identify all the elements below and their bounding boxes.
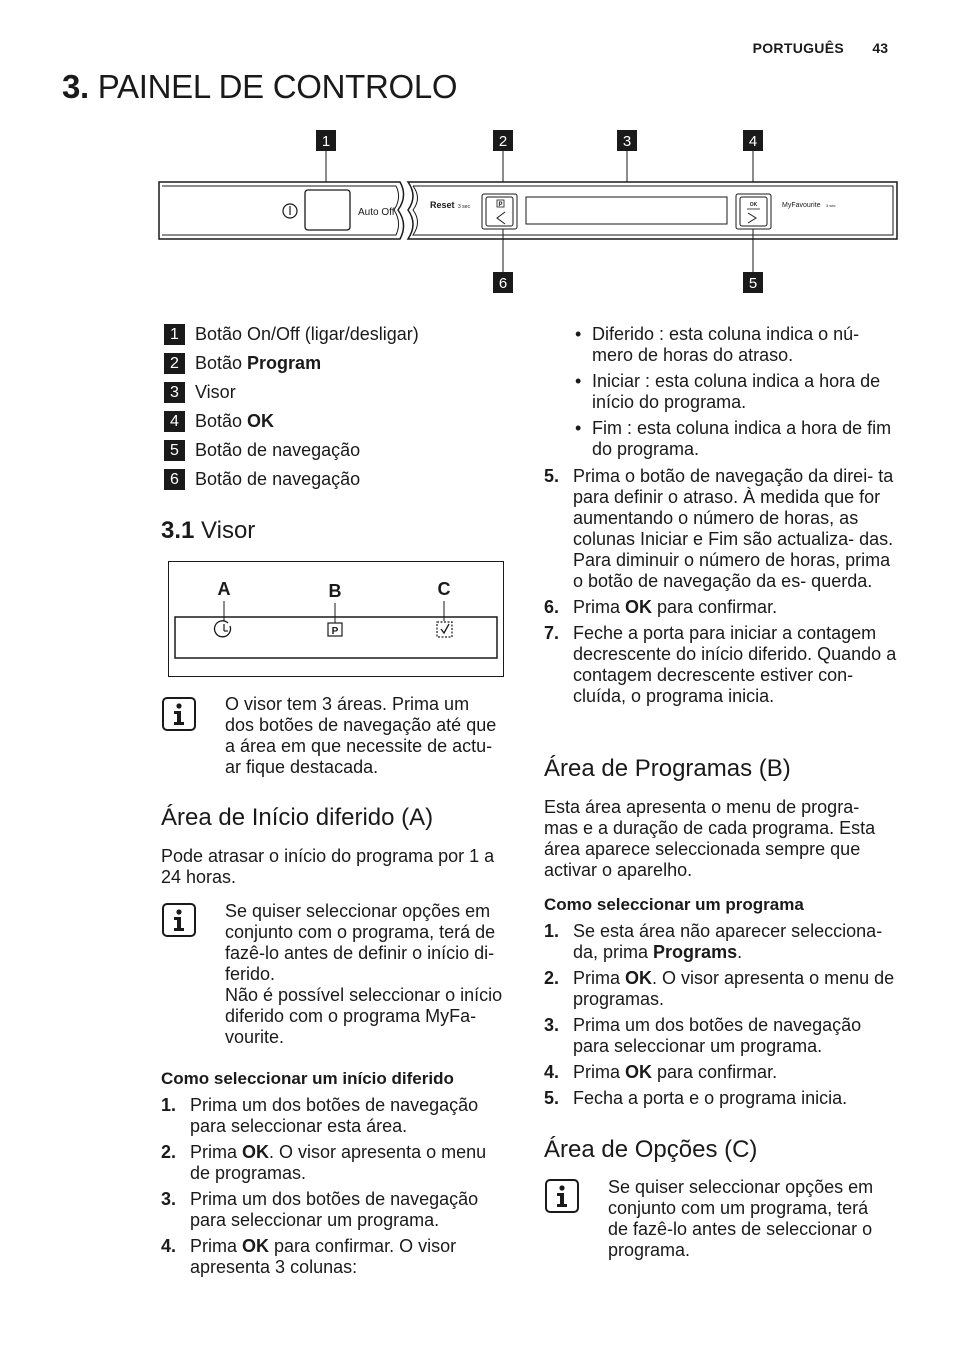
info-line: O visor tem 3 áreas. Prima um: [225, 694, 470, 714]
legend-item-3: [164, 380, 236, 404]
control-panel-diagram: [0, 0, 954, 310]
list-item: [544, 968, 900, 1010]
section-number: 3.1: [161, 517, 195, 544]
info-area-a-text: [225, 901, 525, 1048]
legend-text: Botão de navegação: [195, 439, 361, 460]
info-line: programa.: [608, 1240, 691, 1260]
info-icon: [162, 697, 196, 731]
display-screen: [526, 197, 727, 224]
visor-label-a: A: [217, 579, 231, 599]
step-text-post: . O visor apresenta o menu de programas.: [190, 1142, 487, 1183]
legend-text: Botão: [195, 410, 248, 431]
legend-num: 2: [164, 353, 185, 374]
step-text: Prima o botão de navegação da direi- ta para definir o atraso. À medida que for aumentando o número de horas, as colunas Iniciar e Fim são actualiza- das. Para diminuir o número de horas, prima o botão de navegação da es- querda.: [573, 466, 894, 591]
legend-num: 1: [164, 324, 185, 345]
subheading-delayed-start: Como seleccionar um início diferido: [161, 1069, 454, 1088]
step-bold: OK: [242, 1142, 270, 1162]
step-number: 3.: [544, 1015, 560, 1035]
list-item: [544, 1062, 900, 1083]
list-item: [161, 1236, 511, 1278]
list-item: [544, 597, 900, 618]
step-text-post: para confirmar.: [652, 597, 778, 617]
step-bold: OK: [625, 1062, 653, 1082]
step-text-post: para confirmar. O visor apresenta 3 colunas:: [190, 1236, 457, 1277]
info-line: vourite.: [225, 1027, 285, 1047]
right-nav-button: [736, 194, 771, 229]
info-line: Se quiser seleccionar opções em: [225, 901, 491, 921]
info-line: ar fique destacada.: [225, 757, 379, 777]
legend-text: Botão On/Off (ligar/desligar): [195, 323, 419, 344]
area-b-intro: [544, 797, 904, 881]
info-line: dos botões de navegação até que: [225, 715, 497, 735]
left-nav-button: [482, 194, 517, 229]
list-item: [161, 1142, 511, 1184]
steps-delayed-start: [161, 1095, 511, 1283]
step-number: 5.: [544, 1088, 560, 1108]
step-text: Prima: [573, 597, 626, 617]
list-item: [544, 921, 900, 963]
callout-1-label: 1: [321, 133, 331, 150]
info-line: Não é possível seleccionar o início: [225, 985, 503, 1005]
program-p-glyph: P: [498, 202, 503, 208]
steps-select-program: [544, 921, 900, 1114]
program-icon-glyph: P: [331, 626, 339, 637]
info-area-c-text: [608, 1177, 908, 1261]
step-text: Fecha a porta e o programa inicia.: [573, 1088, 848, 1108]
para-line: Esta área apresenta o menu de progra-: [544, 797, 860, 817]
info-line: de fazê-lo antes de seleccionar o: [608, 1219, 873, 1239]
legend-item-6: [164, 467, 360, 491]
list-item: [544, 623, 900, 707]
info-line: diferido com o programa MyFa-: [225, 1006, 477, 1026]
step-bold: OK: [625, 597, 653, 617]
legend-item-4: [164, 409, 274, 433]
step-number: 4.: [544, 1062, 560, 1082]
section-title: Visor: [194, 517, 256, 544]
step-text: Se esta área não aparecer selecciona- da, prima: [573, 921, 888, 962]
info-line: Se quiser seleccionar opções em: [608, 1177, 874, 1197]
section-heading-visor: [161, 517, 255, 545]
step-text: Prima: [190, 1142, 243, 1162]
callout-4-label: 4: [748, 133, 758, 150]
step-bold: OK: [625, 968, 653, 988]
area-a-intro: [161, 846, 521, 888]
callout-5-label: 5: [748, 275, 758, 292]
header-language: PORTUGUÊS: [752, 40, 844, 56]
visor-label-b: B: [328, 581, 342, 601]
para-line: activar o aparelho.: [544, 860, 693, 880]
step-number: 6.: [544, 597, 560, 617]
visor-label-c: C: [437, 579, 451, 599]
title-number: 3.: [62, 68, 89, 105]
myfavourite-sec-label: 3 sec: [826, 203, 836, 208]
legend-text: Botão: [195, 352, 248, 373]
legend-bold: OK: [247, 410, 275, 431]
heading-area-a: Área de Início diferido (A): [161, 804, 434, 831]
list-item: [161, 1095, 511, 1137]
list-item: [544, 1088, 900, 1109]
step-number: 3.: [161, 1189, 177, 1209]
para-line: mas e a duração de cada programa. Esta: [544, 818, 876, 838]
heading-area-c: Área de Opções (C): [544, 1136, 758, 1163]
list-item: • Diferido : esta coluna indica o nú- mero de horas do atraso.: [573, 324, 903, 366]
legend-item-2: [164, 351, 321, 375]
heading-area-b: Área de Programas (B): [544, 755, 791, 782]
callout-6-label: 6: [498, 275, 508, 292]
legend-item-1: [164, 322, 419, 346]
legend-bold: Program: [247, 352, 322, 373]
step-text-post: . O visor apresenta o menu de programas.: [573, 968, 895, 1009]
legend-num: 6: [164, 469, 185, 490]
callout-2-label: 2: [498, 133, 508, 150]
subheading-select-program: Como seleccionar um programa: [544, 895, 804, 914]
visor-diagram: [168, 561, 505, 679]
legend-text: Visor: [195, 381, 236, 402]
info-visor-text: [225, 694, 525, 778]
list-item: • Fim : esta coluna indica a hora de fim do programa.: [573, 418, 903, 460]
list-item: • Iniciar : esta coluna indica a hora de início do programa.: [573, 371, 903, 413]
on-off-button: [305, 190, 350, 230]
info-line: conjunto com o programa, terá de: [225, 922, 496, 942]
step-bold: OK: [242, 1236, 270, 1256]
legend-num: 4: [164, 411, 185, 432]
list-item: [161, 1189, 511, 1231]
columns-bullets: [573, 324, 903, 465]
reset-label: Reset: [430, 200, 455, 210]
legend-num: 3: [164, 382, 185, 403]
step-number: 7.: [544, 623, 560, 643]
step-text: Feche a porta para iniciar a contagem decrescente do início diferido. Quando a contagem decrescente estiver con- cluída, o programa inicia.: [573, 623, 897, 706]
legend-num: 5: [164, 440, 185, 461]
step-number: 4.: [161, 1236, 177, 1256]
steps-delayed-start-continued: [544, 466, 900, 712]
step-number: 1.: [161, 1095, 177, 1115]
step-text: Prima um dos botões de navegação para seleccionar um programa.: [190, 1189, 479, 1230]
myfavourite-label: MyFavourite: [782, 202, 821, 209]
info-line: conjunto com um programa, terá: [608, 1198, 869, 1218]
info-icon: [545, 1179, 579, 1213]
auto-off-label: Auto Off: [358, 207, 395, 218]
info-line: ferido.: [225, 964, 276, 984]
step-text-post: .: [737, 942, 743, 962]
para-line: Pode atrasar o início do programa por 1 a: [161, 846, 495, 866]
title-text: PAINEL DE CONTROLO: [97, 68, 458, 105]
step-text: Prima: [573, 1062, 626, 1082]
page-number: 43: [872, 40, 888, 56]
info-line: fazê-lo antes de definir o início di-: [225, 943, 495, 963]
step-number: 1.: [544, 921, 560, 941]
para-line: 24 horas.: [161, 867, 237, 887]
info-icon: [162, 903, 196, 937]
callout-1: [316, 130, 336, 190]
step-bold: Programs: [653, 942, 738, 962]
step-text: Prima um dos botões de navegação para seleccionar um programa.: [573, 1015, 862, 1056]
callout-3-label: 3: [622, 133, 632, 150]
legend-text: Botão de navegação: [195, 468, 361, 489]
step-number: 5.: [544, 466, 560, 486]
reset-sec-label: 3 sec: [458, 204, 470, 210]
step-number: 2.: [544, 968, 560, 988]
ok-glyph: OK: [749, 202, 758, 208]
step-number: 2.: [161, 1142, 177, 1162]
step-text-post: para confirmar.: [652, 1062, 778, 1082]
step-text: Prima: [573, 968, 626, 988]
info-line: a área em que necessite de actu-: [225, 736, 493, 756]
step-text: Prima: [190, 1236, 243, 1256]
list-item: [544, 466, 900, 592]
para-line: área aparece seleccionada sempre que: [544, 839, 861, 859]
step-text: Prima um dos botões de navegação para seleccionar esta área.: [190, 1095, 479, 1136]
legend-item-5: [164, 438, 360, 462]
list-item: [544, 1015, 900, 1057]
